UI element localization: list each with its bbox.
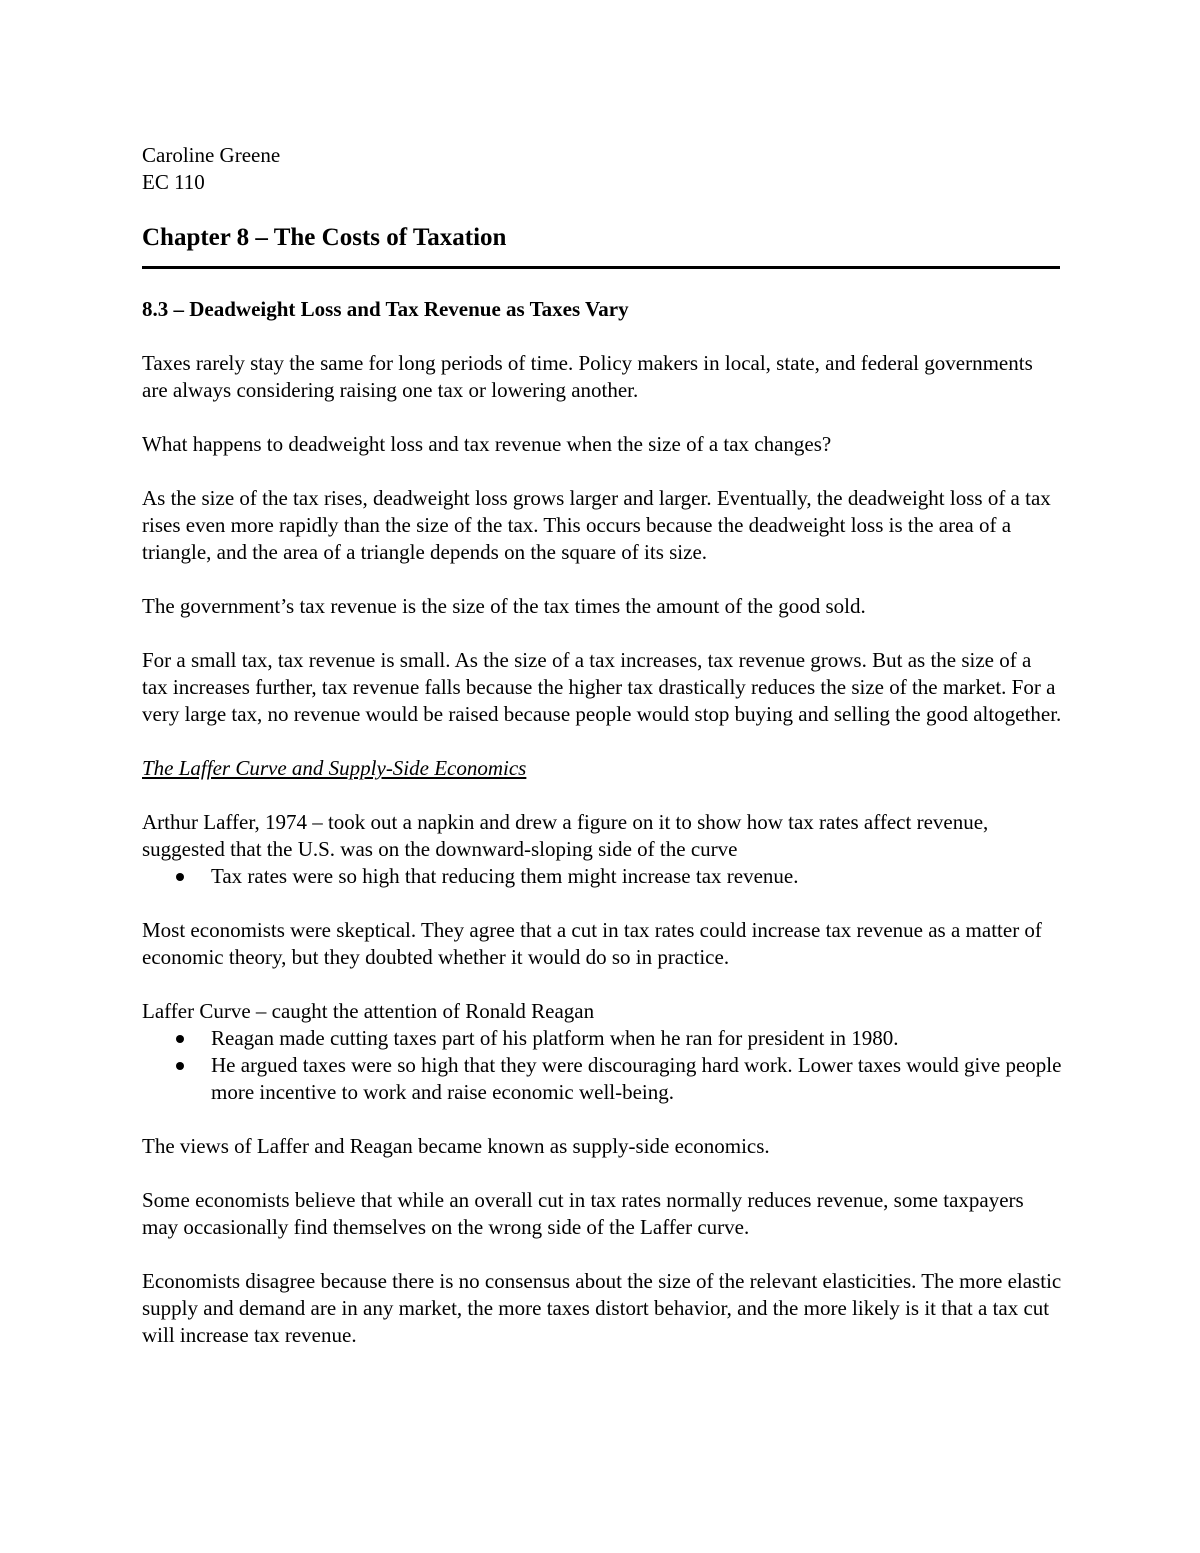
- paragraph-what-happens: What happens to deadweight loss and tax revenue when the size of a tax changes?: [142, 432, 832, 456]
- reagan-bullet-list: [142, 1025, 1062, 1106]
- title-divider: [142, 266, 1060, 269]
- paragraph-reagan-intro: Laffer Curve – caught the attention of Ronald Reagan: [142, 999, 595, 1023]
- list-item: [142, 1025, 1062, 1052]
- paragraph-small-tax: For a small tax, tax revenue is small. As the size of a tax increases, tax revenue grows. But as the size of a tax increases further, tax revenue falls because the higher tax drastically reduces the size of the market. For a very large tax, no revenue would be raised because people would stop buying and selling the good altogether.: [142, 648, 1062, 726]
- bullet-icon: [176, 1035, 184, 1043]
- author-name: Caroline Greene: [142, 143, 281, 167]
- paragraph-taxes-rarely: Taxes rarely stay the same for long periods of time. Policy makers in local, state, and federal governments are always considering raising one tax or lowering another.: [142, 351, 1033, 402]
- list-item: [142, 1052, 1062, 1106]
- list-item-text: Reagan made cutting taxes part of his platform when he ran for president in 1980.: [211, 1026, 899, 1050]
- laffer-bullet-list: [142, 863, 1062, 890]
- bullet-icon: [176, 873, 184, 881]
- paragraph-deadweight-loss: As the size of the tax rises, deadweight loss grows larger and larger. Eventually, the deadweight loss of a tax rises even more rapidly than the size of the tax. This occurs because the deadweight loss is the area of a triangle, and the area of a triangle depends on the square of its size.: [142, 486, 1051, 564]
- bullet-icon: [176, 1062, 184, 1070]
- laffer-subheading: The Laffer Curve and Supply-Side Economics: [142, 756, 527, 780]
- paragraph-tax-revenue: The government’s tax revenue is the size of the tax times the amount of the good sold.: [142, 594, 866, 618]
- paragraph-supply-side: The views of Laffer and Reagan became known as supply-side economics.: [142, 1134, 770, 1158]
- paragraph-economists-disagree: Economists disagree because there is no consensus about the size of the relevant elasticities. The more elastic supply and demand are in any market, the more taxes distort behavior, and the more likely is it that a tax cut will increase tax revenue.: [142, 1269, 1062, 1347]
- paragraph-skeptical: Most economists were skeptical. They agree that a cut in tax rates could increase tax revenue as a matter of economic theory, but they doubted whether it would do so in practice.: [142, 918, 1042, 969]
- chapter-title: Chapter 8 – The Costs of Taxation: [142, 224, 507, 251]
- list-item-text: Tax rates were so high that reducing them might increase tax revenue.: [211, 864, 799, 888]
- course-code: EC 110: [142, 170, 205, 194]
- paragraph-arthur-laffer: Arthur Laffer, 1974 – took out a napkin and drew a figure on it to show how tax rates affect revenue, suggested that the U.S. was on the downward-sloping side of the curve: [142, 810, 989, 861]
- section-title: 8.3 – Deadweight Loss and Tax Revenue as Taxes Vary: [142, 297, 629, 321]
- list-item: [142, 863, 1062, 890]
- paragraph-some-economists: Some economists believe that while an overall cut in tax rates normally reduces revenue, some taxpayers may occasionally find themselves on the wrong side of the Laffer curve.: [142, 1188, 1024, 1239]
- document-page: [142, 142, 1062, 1349]
- list-item-text: He argued taxes were so high that they were discouraging hard work. Lower taxes would give people more incentive to work and raise economic well-being.: [211, 1053, 1062, 1104]
